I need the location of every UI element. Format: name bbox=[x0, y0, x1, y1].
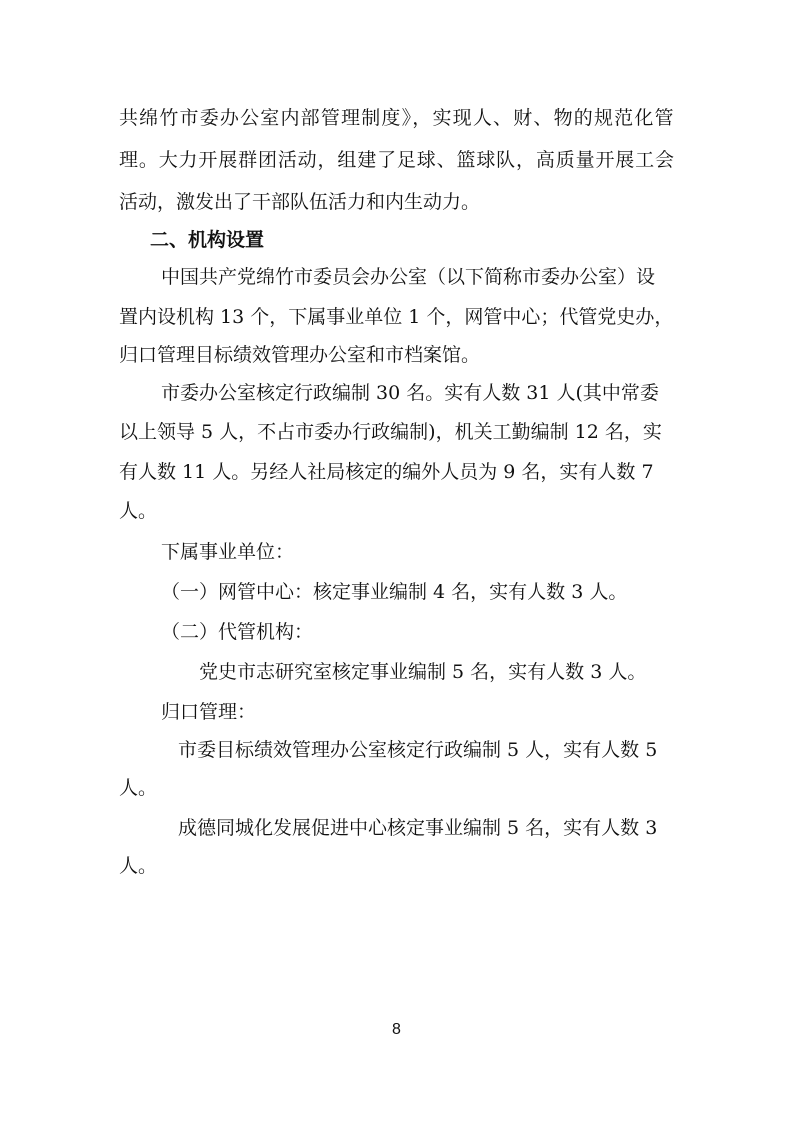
text-line: 共绵竹市委办公室内部管理制度》，实现人、财、物的规范化管 bbox=[119, 107, 675, 129]
text-line: 市委目标绩效管理办公室核定行政编制 5 人，实有人数 5 bbox=[178, 739, 658, 761]
text-line: 党史市志研究室核定事业编制 5 名，实有人数 3 人。 bbox=[199, 661, 647, 683]
text-line: 人。 bbox=[119, 500, 158, 522]
text-line: 中国共产党绵竹市委员会办公室（以下简称市委办公室）设 bbox=[161, 266, 656, 288]
text-line: 理。大力开展群团活动，组建了足球、篮球队，高质量开展工会 bbox=[119, 149, 675, 171]
text-line: 人。 bbox=[119, 777, 158, 799]
text-line: （一）网管中心：核定事业编制 4 名，实有人数 3 人。 bbox=[161, 581, 628, 603]
text-line: 成德同城化发展促进中心核定事业编制 5 名，实有人数 3 bbox=[178, 817, 658, 839]
text-line: 置内设机构 13 个，下属事业单位 1 个，网管中心；代管党史办， bbox=[119, 306, 674, 328]
section-heading: 二、机构设置 bbox=[150, 229, 265, 251]
text-line: 归口管理目标绩效管理办公室和市档案馆。 bbox=[119, 344, 481, 366]
text-line: 人。 bbox=[119, 855, 158, 877]
text-line: （二）代管机构： bbox=[161, 621, 314, 643]
text-line: 下属事业单位： bbox=[161, 541, 295, 563]
text-line: 有人数 11 人。另经人社局核定的编外人员为 9 名，实有人数 7 bbox=[119, 461, 654, 483]
text-line: 市委办公室核定行政编制 30 名。实有人数 31 人(其中常委 bbox=[161, 382, 659, 404]
text-line: 归口管理： bbox=[161, 701, 257, 723]
page-number: 8 bbox=[392, 1021, 401, 1038]
text-line: 以上领导 5 人，不占市委办行政编制)，机关工勤编制 12 名，实 bbox=[119, 421, 662, 443]
text-line: 活动，激发出了干部队伍活力和内生动力。 bbox=[119, 191, 481, 213]
